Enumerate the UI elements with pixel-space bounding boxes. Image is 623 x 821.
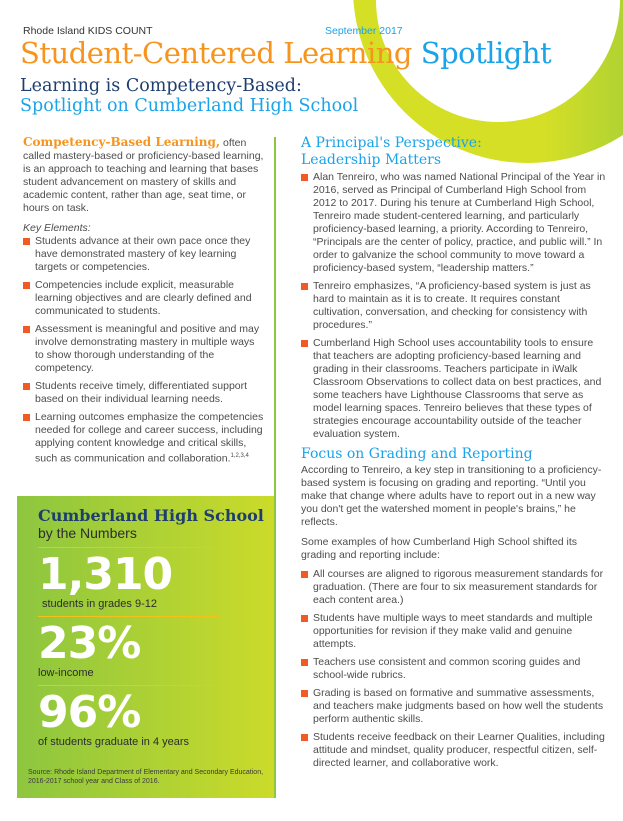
section-heading: A Principal's Perspective: Leadership Matters [301,135,482,168]
list-item: Teachers use consistent and common scoring guides and school-wide rubrics. [301,656,609,682]
intro-paragraph [23,136,265,215]
principal-list [301,171,609,441]
list-item: Alan Tenreiro, who was named National Principal of the Year in 2016, served as Principal of Cumberland High School from 2012 to 2017. During his tenure at Cumberland High School, Tenreiro made student-centered learning, and particularly proficiency-based learning, a priority. According to Tenreiro, “Principals are the center of policy, practice, and public will.” In order to galvanize the school community to move toward a proficiency-based system, “leadership matters.” [301,171,609,275]
left-column [23,136,265,471]
bullet-square-icon [301,734,308,741]
bullet-square-icon [301,571,308,578]
key-elements-list [23,235,265,466]
footnote-ref: 1,2,3,4 [230,453,249,459]
numbers-panel [17,496,274,798]
list-item: Students receive timely, differentiated support based on their individual learning needs. [23,380,265,406]
list-item: Cumberland High School uses accountability tools to ensure that teachers are adopting proficiency-based learning and grading in their classrooms. Teachers participate in iWalk Classroom Observations to collect data on best practices, and some teachers have Lighthouse Classrooms that serve as model learning spaces. Tenreiro believes that these types of strategies encourage accountability outside of the teacher evaluation system. [301,337,609,441]
divider [38,685,220,686]
bullet-square-icon [301,615,308,622]
divider [38,616,220,617]
paragraph: Some examples of how Cumberland High School shifted its grading and reporting include: [301,536,578,561]
issue-date: September 2017 [325,25,403,37]
list-item: All courses are aligned to rigorous measurement standards for graduation. (There are four to six measurement standards for each content area.) [301,568,609,607]
bullet-square-icon [301,659,308,666]
list-item: Grading is based on formative and summative assessments, and teachers make judgments based on how well the students perform authentic skills. [301,687,609,726]
stat-label: of students graduate in 4 years [38,736,190,748]
key-elements-label: Key Elements: [23,222,91,234]
list-item: Competencies include explicit, measurable learning objectives and are clearly defined and communicated to students. [23,279,265,318]
list-item: Assessment is meaningful and positive and may involve demonstrating mastery in multiple ways to show thorough understanding of the competency. [23,323,265,375]
stat-value: 1,310 [38,549,173,600]
stat-value: 96% [38,687,141,738]
bullet-square-icon [301,690,308,697]
stat-value: 23% [38,618,141,669]
bullet-square-icon [23,414,30,421]
title-part1: Student-Centered Learning [20,36,412,70]
stat-label: students in grades 9-12 [42,598,157,610]
source-note: Source: Rhode Island Department of Elementary and Secondary Education, 2016-2017 school year and Class of 2016. [28,769,264,785]
list-item: Learning outcomes emphasize the competencies needed for college and career success, including applying content knowledge and critical skills, such as communication and collaboration.$^{1,2,3,4}$ [23,411,265,466]
right-column [301,135,609,775]
intro-lead: Competency-Based Learning, [23,135,221,149]
subtitle-line1: Learning is Competency-Based: [20,76,302,96]
grading-list [301,568,609,770]
divider [38,547,220,548]
paragraph: According to Tenreiro, a key step in transitioning to a proficiency-based system is focusing on grading and reporting. “Until you make that change where adults have to report out in a new way you don't get the watershed moment in people's brains,” he reflects. [301,464,602,528]
bullet-square-icon [23,383,30,390]
list-item: Students advance at their own pace once they have demonstrated mastery of key learning targets or competencies. [23,235,265,274]
bullet-square-icon [301,340,308,347]
section-heading: Focus on Grading and Reporting [301,446,533,462]
bullet-square-icon [23,238,30,245]
list-item: Tenreiro emphasizes, “A proficiency-based system is just as hard to maintain as it is to create. It requires constant cultivation, conversation, and checking for consistency with procedures.” [301,280,609,332]
list-item: Students have multiple ways to meet standards and multiple opportunities for revision if they make valid and genuine attempts. [301,612,609,651]
numbers-subtitle: by the Numbers [38,525,137,541]
numbers-title: Cumberland High School [38,506,264,525]
page-title [20,36,551,70]
list-item: Students receive feedback on their Learner Qualities, including attitude and mindset, quality producer, respectful citizen, self-directed learner, and collaborative work. [301,731,609,770]
org-name: Rhode Island KIDS COUNT [23,25,153,37]
stat-label: low-income [38,667,94,679]
bullet-square-icon [301,283,308,290]
bullet-square-icon [23,282,30,289]
bullet-square-icon [301,174,308,181]
subtitle-line2: Spotlight on Cumberland High School [20,96,359,116]
title-part2: Spotlight [420,36,552,70]
intro-text: often called mastery-based or proficiency-based learning, is an approach to teaching and learning that bases student advancement on mastery of skills and academic content, rather than age, seat time, or hours on task. [23,137,264,214]
column-divider [274,137,276,798]
bullet-square-icon [23,326,30,333]
